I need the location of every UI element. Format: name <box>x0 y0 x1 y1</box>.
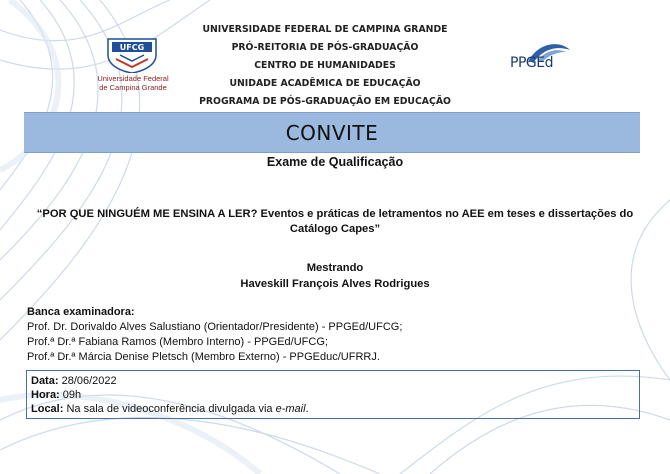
place-email: e-mail <box>275 403 306 415</box>
ufcg-caption-line-2: de Campina Grande <box>99 83 167 92</box>
place-end: . <box>305 403 309 415</box>
committee-member: Prof.ª Dr.ª Fabiana Ramos (Membro Interno) - PPGEd/UFCG; <box>27 336 328 348</box>
place-value: Na sala de videoconferência divulgada via <box>66 403 276 415</box>
committee-member: Prof.ª Dr.ª Márcia Denise Pletsch (Membro Externo) - PPGEduc/UFRRJ. <box>27 351 380 363</box>
ppged-logo-text: PPGEd <box>510 55 553 71</box>
thesis-title: “POR QUE NINGUÉM ME ENSINA A LER? Eventos e práticas de letramentos no AEE em teses e dissertações do Catálogo Capes” <box>36 208 634 235</box>
header-line-university: UNIVERSIDADE FEDERAL DE CAMPINA GRANDE <box>202 24 448 35</box>
exam-type: Exame de Qualificação <box>266 155 404 169</box>
candidate-name: Haveskill François Alves Rodrigues <box>240 278 430 290</box>
place-row <box>31 402 635 416</box>
invitation-title: CONVITE <box>285 120 379 145</box>
header-line-pro-rectorate: PRÓ-REITORIA DE PÓS-GRADUAÇÃO <box>231 42 419 53</box>
header-line-academic-unit: UNIDADE ACADÊMICA DE EDUCAÇÃO <box>229 78 421 89</box>
committee-member: Prof. Dr. Dorivaldo Alves Salustiano (Orientador/Presidente) - PPGEd/UFCG; <box>27 321 403 333</box>
time-value: 09h <box>62 389 82 401</box>
date-row <box>31 374 635 388</box>
ufcg-logo-caption <box>92 74 174 92</box>
date-label: Data: <box>31 375 59 387</box>
ufcg-caption-line-1: Universidade Federal <box>97 74 169 83</box>
ufcg-emblem-icon <box>104 33 160 73</box>
place-label: Local: <box>31 403 64 415</box>
date-value: 28/06/2022 <box>61 375 117 387</box>
event-details-box <box>26 370 640 419</box>
candidate-label: Mestrando <box>306 262 364 274</box>
svg-text:UFCG: UFCG <box>119 43 145 52</box>
time-label: Hora: <box>31 389 60 401</box>
committee-section <box>27 305 627 365</box>
time-row <box>31 388 635 402</box>
committee-label: Banca examinadora: <box>27 306 135 318</box>
header-line-program: PROGRAMA DE PÓS-GRADUAÇÃO EM EDUCAÇÃO <box>199 96 451 107</box>
institution-header <box>180 21 470 111</box>
header-line-center: CENTRO DE HUMANIDADES <box>254 60 396 71</box>
invitation-banner <box>24 112 640 153</box>
